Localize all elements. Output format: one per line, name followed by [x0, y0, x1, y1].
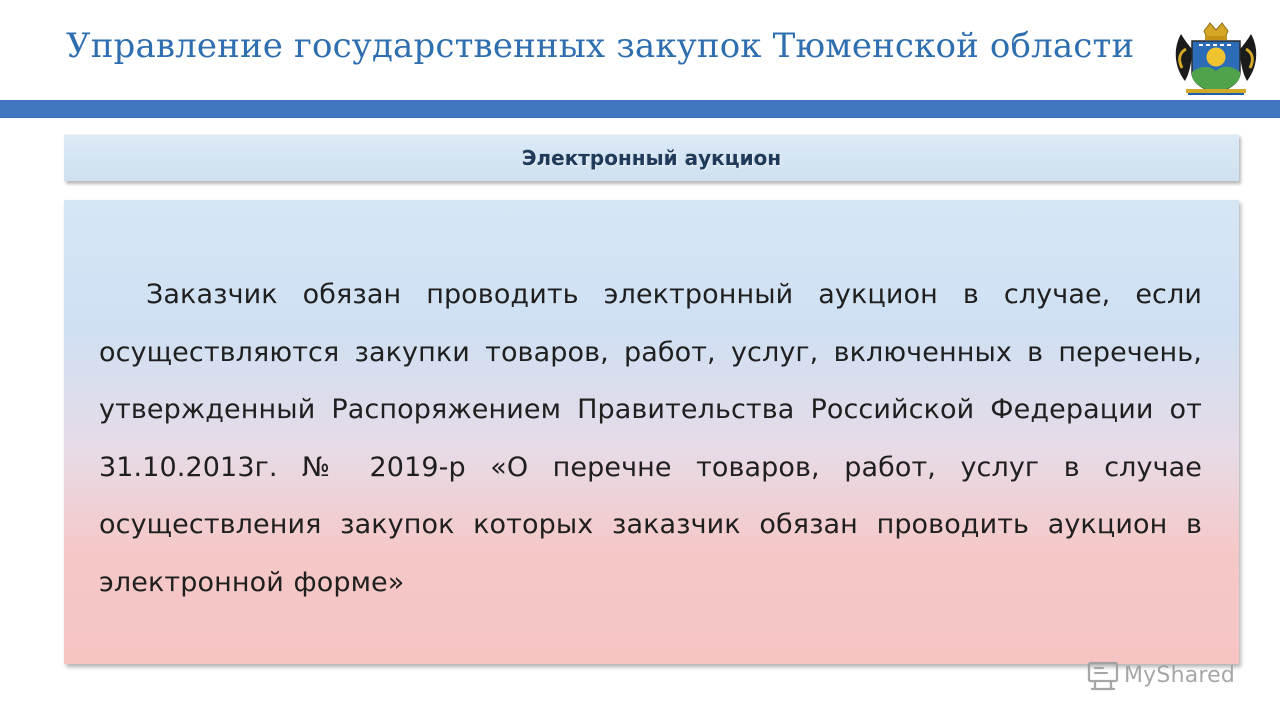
content-panel — [64, 200, 1239, 664]
projector-screen-icon — [1086, 659, 1120, 693]
watermark-text: MyShared — [1124, 663, 1236, 688]
body-paragraph: Заказчик обязан проводить электронный аукцион в случае, если осуществляются закупки товаров, работ, услуг, включенных в перечень, утвержденный Распоряжением Правительства Российской Федерации от 31.10.2013г. № 2019-р «О перечне товаров, работ, услуг в случае осуществления закупок которых заказчик обязан проводить аукцион в электронной форме» — [99, 279, 1202, 598]
section-title: Электронный аукцион — [521, 146, 782, 170]
header-accent-bar — [0, 100, 1280, 118]
watermark — [1086, 656, 1246, 696]
section-header-panel — [64, 134, 1239, 181]
page-title: Управление государственных закупок Тюменской области — [66, 26, 1135, 66]
tyumen-coat-of-arms-icon — [1168, 14, 1264, 98]
